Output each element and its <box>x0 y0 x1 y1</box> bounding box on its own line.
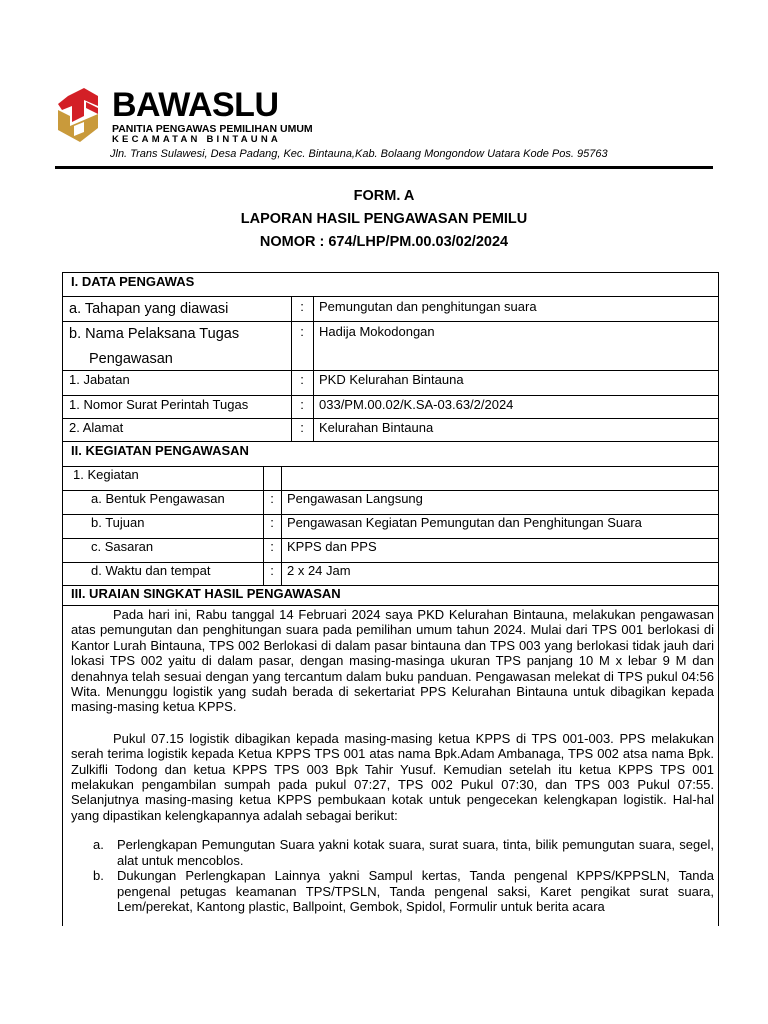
table-row <box>63 491 718 515</box>
row-value: KPPS dan PPS <box>287 539 377 554</box>
row-value: Pengawasan Kegiatan Pemungutan dan Penghitungan Suara <box>287 515 642 530</box>
row-value: 033/PM.00.02/K.SA-03.63/2/2024 <box>319 397 514 412</box>
row-value: Pengawasan Langsung <box>287 491 423 506</box>
table-row <box>63 539 718 563</box>
section-1-heading-row <box>63 273 718 297</box>
table-row <box>63 515 718 539</box>
narrative-paragraph: Pada hari ini, Rabu tanggal 14 Februari 2024 saya PKD Kelurahan Bintauna, melakukan pengawasan atas pemungutan dan penghitungan suara pada pemilihan umum tahun 2024. Mulai dari TPS 001 berlokasi di Kantor Lurah Bintauna, TPS 002 Berlokasi di dalam pasar bintauna dan TPS 003 yang berlokasi tidak jauh dari lokasi TPS 002 yaitu di dalam pasar, dengan masing-masinga ukuran TPS panjang 10 M x lebar 9 M dan denahnya telah sesuai dengan yang tercantum dalam buku panduan. Pengawasan melekat di TPS pukul 04:56 Wita. Menunggu logistik yang sudah berada di sekertariat PPS Kelurahan Bintauna untuk dibagikan kepada masing-masing ketua KPPS. <box>71 607 714 715</box>
row-colon: : <box>270 491 274 506</box>
table-row <box>63 419 718 442</box>
section-3-heading: III. URAIAN SINGKAT HASIL PENGAWASAN <box>71 586 341 601</box>
table-row <box>63 563 718 586</box>
table-row <box>63 322 718 371</box>
row-label <box>63 322 291 370</box>
row-label-line1: b. Nama Pelaksana Tugas <box>69 326 240 342</box>
table-row <box>63 396 718 419</box>
list-item-text: Dukungan Perlengkapan Lainnya yakni Sampul kertas, Tanda pengenal KPPS/KPPSLN, Tanda pengenal petugas keamanan TPS/TPSLN, Tanda pengenal saksi, Karet pengikat surat suara, Lem/perekat, Kantong plastic, Ballpoint, Gembok, Spidol, Formulir untuk berita acara <box>117 868 714 914</box>
bawaslu-logo-icon <box>54 86 110 144</box>
row-colon: : <box>300 299 304 314</box>
row-value: Kelurahan Bintauna <box>319 420 434 435</box>
row-label-line2: Pengawasan <box>89 351 173 367</box>
organization-subtitle: PANITIA PENGAWAS PEMILIHAN UMUM <box>112 123 313 135</box>
narrative-paragraph: Pukul 07.15 logistik dibagikan kepada masing-masing ketua KPPS di TPS 001-003. PPS melakukan serah terima logistik kepada Ketua KPPS TPS 001 atas nama Bpk.Adam Ambanaga, TPS 002 atsa nama Bpk. Zulkifli Todong dan ketua KPPS TPS 003 Bpk Tahir Yusuf. Kemudian setelah itu ketua KPPS TPS 001 melakukan pengambilan sumpah pada pukul 07:27, TPS 002 Pukul 07:30, dan TPS 003 Pukul 07:55. Selanjutnya masing-masing ketua KPPS pembukaan kotak untuk pengecekan kelengkapan logistik. Hal-hal yang dipastikan kelengkapannya adalah sebagai berikut: <box>71 730 714 823</box>
section-1-heading: I. DATA PENGAWAS <box>71 274 195 289</box>
section-3-heading-row <box>63 586 718 606</box>
row-label: b. Tujuan <box>91 515 145 530</box>
row-label: 2. Alamat <box>69 420 124 435</box>
table-row <box>63 297 718 322</box>
section-2-heading: II. KEGIATAN PENGAWASAN <box>71 443 249 458</box>
list-item-text: Perlengkapan Pemungutan Suara yakni kotak suara, surat suara, tinta, bilik pemungutan suara, segel, alat untuk mencoblos. <box>117 837 714 868</box>
row-label: 1. Jabatan <box>69 372 130 387</box>
row-label: a. Tahapan yang diawasi <box>69 301 229 317</box>
section-2-heading-row <box>63 442 718 467</box>
row-label: 1. Nomor Surat Perintah Tugas <box>69 397 249 412</box>
report-narrative <box>71 607 714 914</box>
row-colon: : <box>300 420 304 435</box>
row-value: Pemungutan dan penghitungan suara <box>319 299 537 314</box>
organization-district: KECAMATAN BINTAUNA <box>112 134 281 145</box>
kegiatan-label: 1. Kegiatan <box>73 467 139 482</box>
row-value: Hadija Mokodongan <box>319 324 435 339</box>
form-title: LAPORAN HASIL PENGAWASAN PEMILU <box>240 211 528 227</box>
list-item <box>71 837 714 868</box>
row-label: a. Bentuk Pengawasan <box>91 491 225 506</box>
checklist <box>71 837 714 914</box>
row-colon: : <box>300 397 304 412</box>
organization-name: BAWASLU <box>112 86 279 124</box>
row-value: PKD Kelurahan Bintauna <box>319 372 464 387</box>
row-colon: : <box>270 563 274 578</box>
row-colon: : <box>300 372 304 387</box>
letterhead <box>0 0 768 175</box>
row-colon: : <box>270 539 274 554</box>
list-item <box>71 868 714 914</box>
row-value: 2 x 24 Jam <box>287 563 351 578</box>
table-row <box>63 371 718 396</box>
row-colon: : <box>300 324 304 339</box>
report-table <box>62 272 719 926</box>
list-marker: b. <box>93 868 104 884</box>
row-label: d. Waktu dan tempat <box>91 563 211 578</box>
table-row <box>63 467 718 491</box>
form-code: FORM. A <box>353 188 415 204</box>
form-title-block <box>0 186 768 255</box>
organization-address: Jln. Trans Sulawesi, Desa Padang, Kec. Bintauna,Kab. Bolaang Mongondow Uatara Kode Pos. 95763 <box>110 148 608 160</box>
header-divider <box>55 166 713 169</box>
row-colon: : <box>270 515 274 530</box>
row-label: c. Sasaran <box>91 539 154 554</box>
list-marker: a. <box>93 837 104 853</box>
form-number: NOMOR : 674/LHP/PM.00.03/02/2024 <box>259 234 509 250</box>
